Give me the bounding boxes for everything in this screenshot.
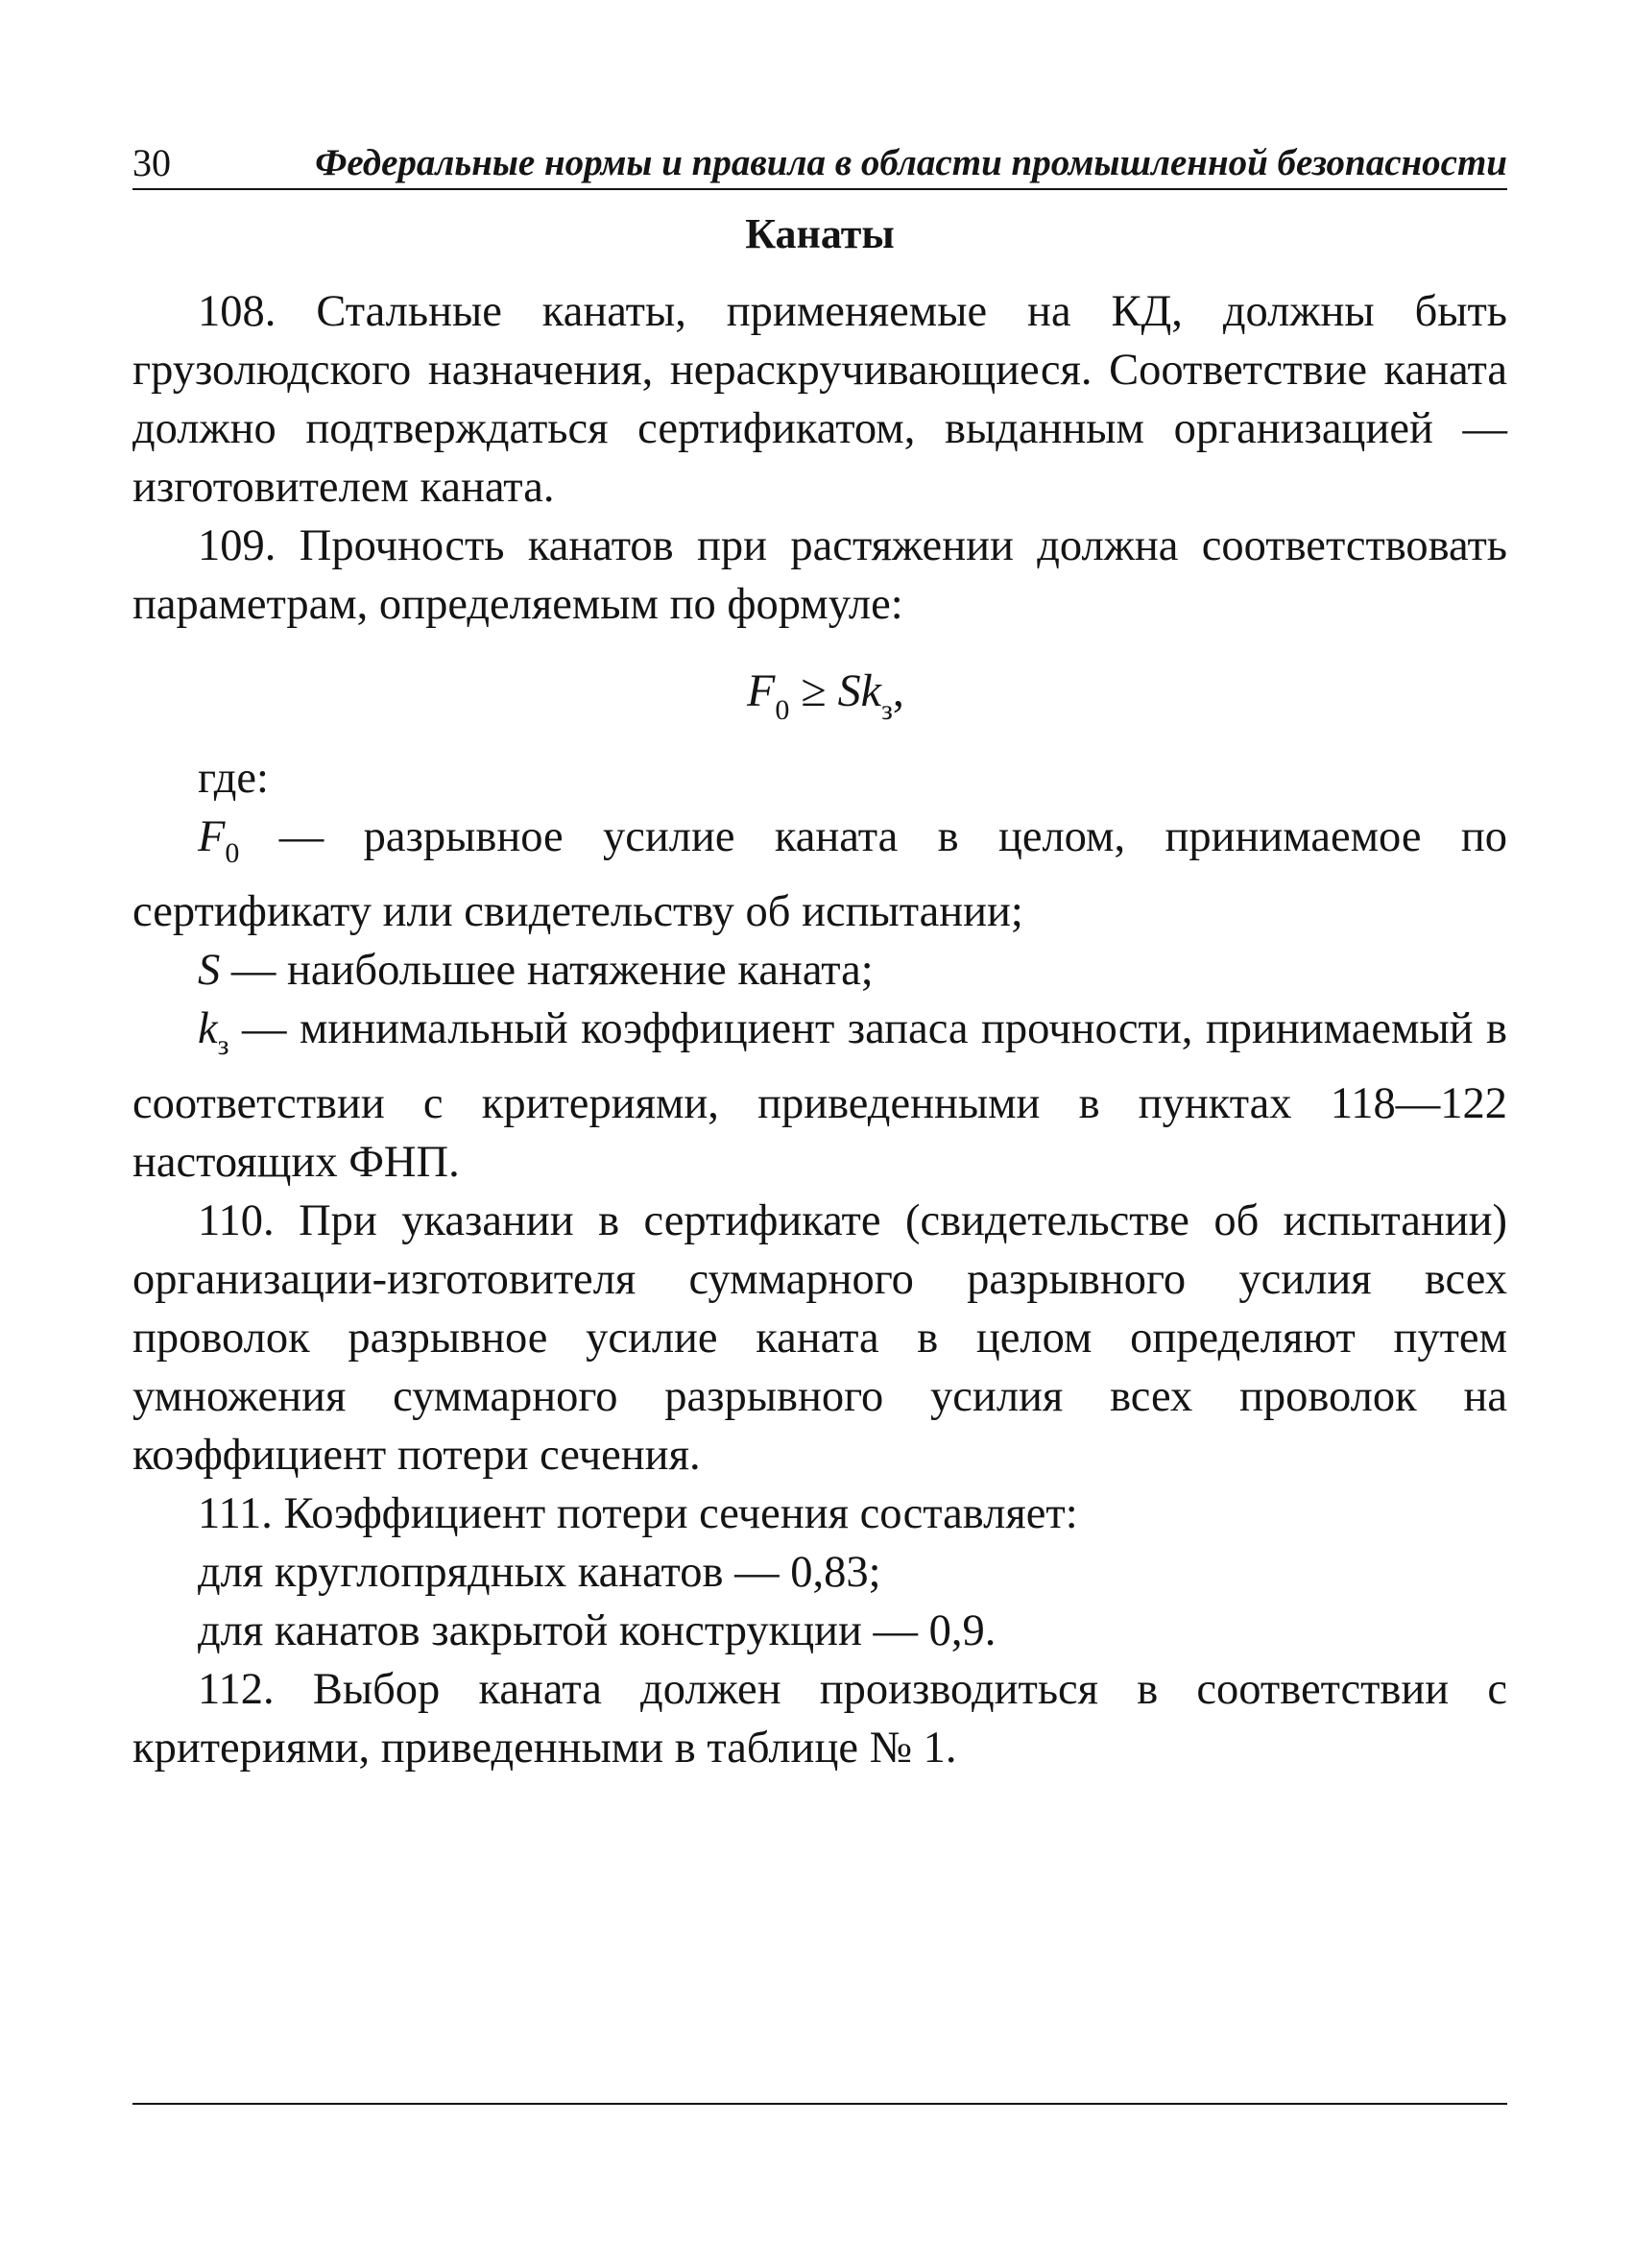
definition-f0-text: — разрывное усилие каната в целом, принимаемое по сертификату или свидетельству об испытании; — [132, 812, 1507, 936]
section-title: Канаты — [745, 210, 895, 257]
formula — [132, 649, 1507, 734]
paragraph-109: 109. Прочность канатов при растяжении должна соответствовать параметрам, определяемым по формуле: — [132, 521, 1507, 629]
paragraph-110: 110. При указании в сертификате (свидетельстве об испытании) организации-изготовителя суммарного разрывного усилия всех проволок разрывное усилие каната в целом определяют путем умножения суммарного разрывного усилия всех проволок на коэффициент потери сечения. — [132, 1196, 1507, 1480]
paragraph-111: 111. Коэффициент потери сечения составляет: — [198, 1489, 1078, 1538]
definition-f0 — [132, 808, 1507, 941]
definition-s-text: — наибольшее натяжение каната; — [220, 946, 874, 995]
symbol-f: F — [198, 812, 226, 861]
symbol-k: k — [198, 1004, 218, 1053]
paragraph-112: 112. Выбор каната должен производиться в соответствии с критериями, приведенными в таблице № 1. — [132, 1665, 1507, 1773]
body-text — [132, 282, 1507, 1777]
formula-lhs: F — [747, 665, 776, 716]
where-label: где: — [198, 754, 269, 803]
formula-operator: ≥ — [789, 665, 838, 716]
symbol-f0 — [198, 812, 240, 869]
symbol-kz — [198, 1004, 229, 1061]
definition-k-text: — минимальный коэффициент запаса прочности, принимаемый в соответствии с критериями, приведенными в пунктах 118—122 настоящих ФНП. — [132, 1004, 1507, 1187]
symbol-k-sub: з — [217, 1029, 229, 1061]
paragraph-111-item-b: для канатов закрытой конструкции — 0,9. — [198, 1606, 997, 1655]
bottom-rule — [132, 2103, 1507, 2105]
formula-tail: , — [892, 665, 904, 716]
running-header — [132, 134, 1507, 190]
page-number: 30 — [132, 141, 171, 184]
paragraph-108: 108. Стальные канаты, применяемые на КД, должны быть грузолюдского назначения, нераскручивающиеся. Соответствие каната должно подтверждаться сертификатом, выданным организацией — изготовителем каната. — [132, 287, 1507, 512]
formula-lhs-sub: 0 — [775, 694, 790, 726]
running-title: Федеральные нормы и правила в области промышленной безопасности — [315, 142, 1507, 183]
formula-rhs: Sk — [837, 665, 881, 716]
definition-k — [132, 1000, 1507, 1192]
formula-rhs-sub: з — [880, 694, 893, 726]
symbol-s: S — [198, 946, 221, 995]
definition-s — [132, 941, 1507, 1000]
symbol-f-sub: 0 — [225, 837, 240, 869]
formula-expression — [747, 657, 904, 745]
paragraph-111-item-a: для круглопрядных канатов — 0,83; — [198, 1548, 881, 1597]
